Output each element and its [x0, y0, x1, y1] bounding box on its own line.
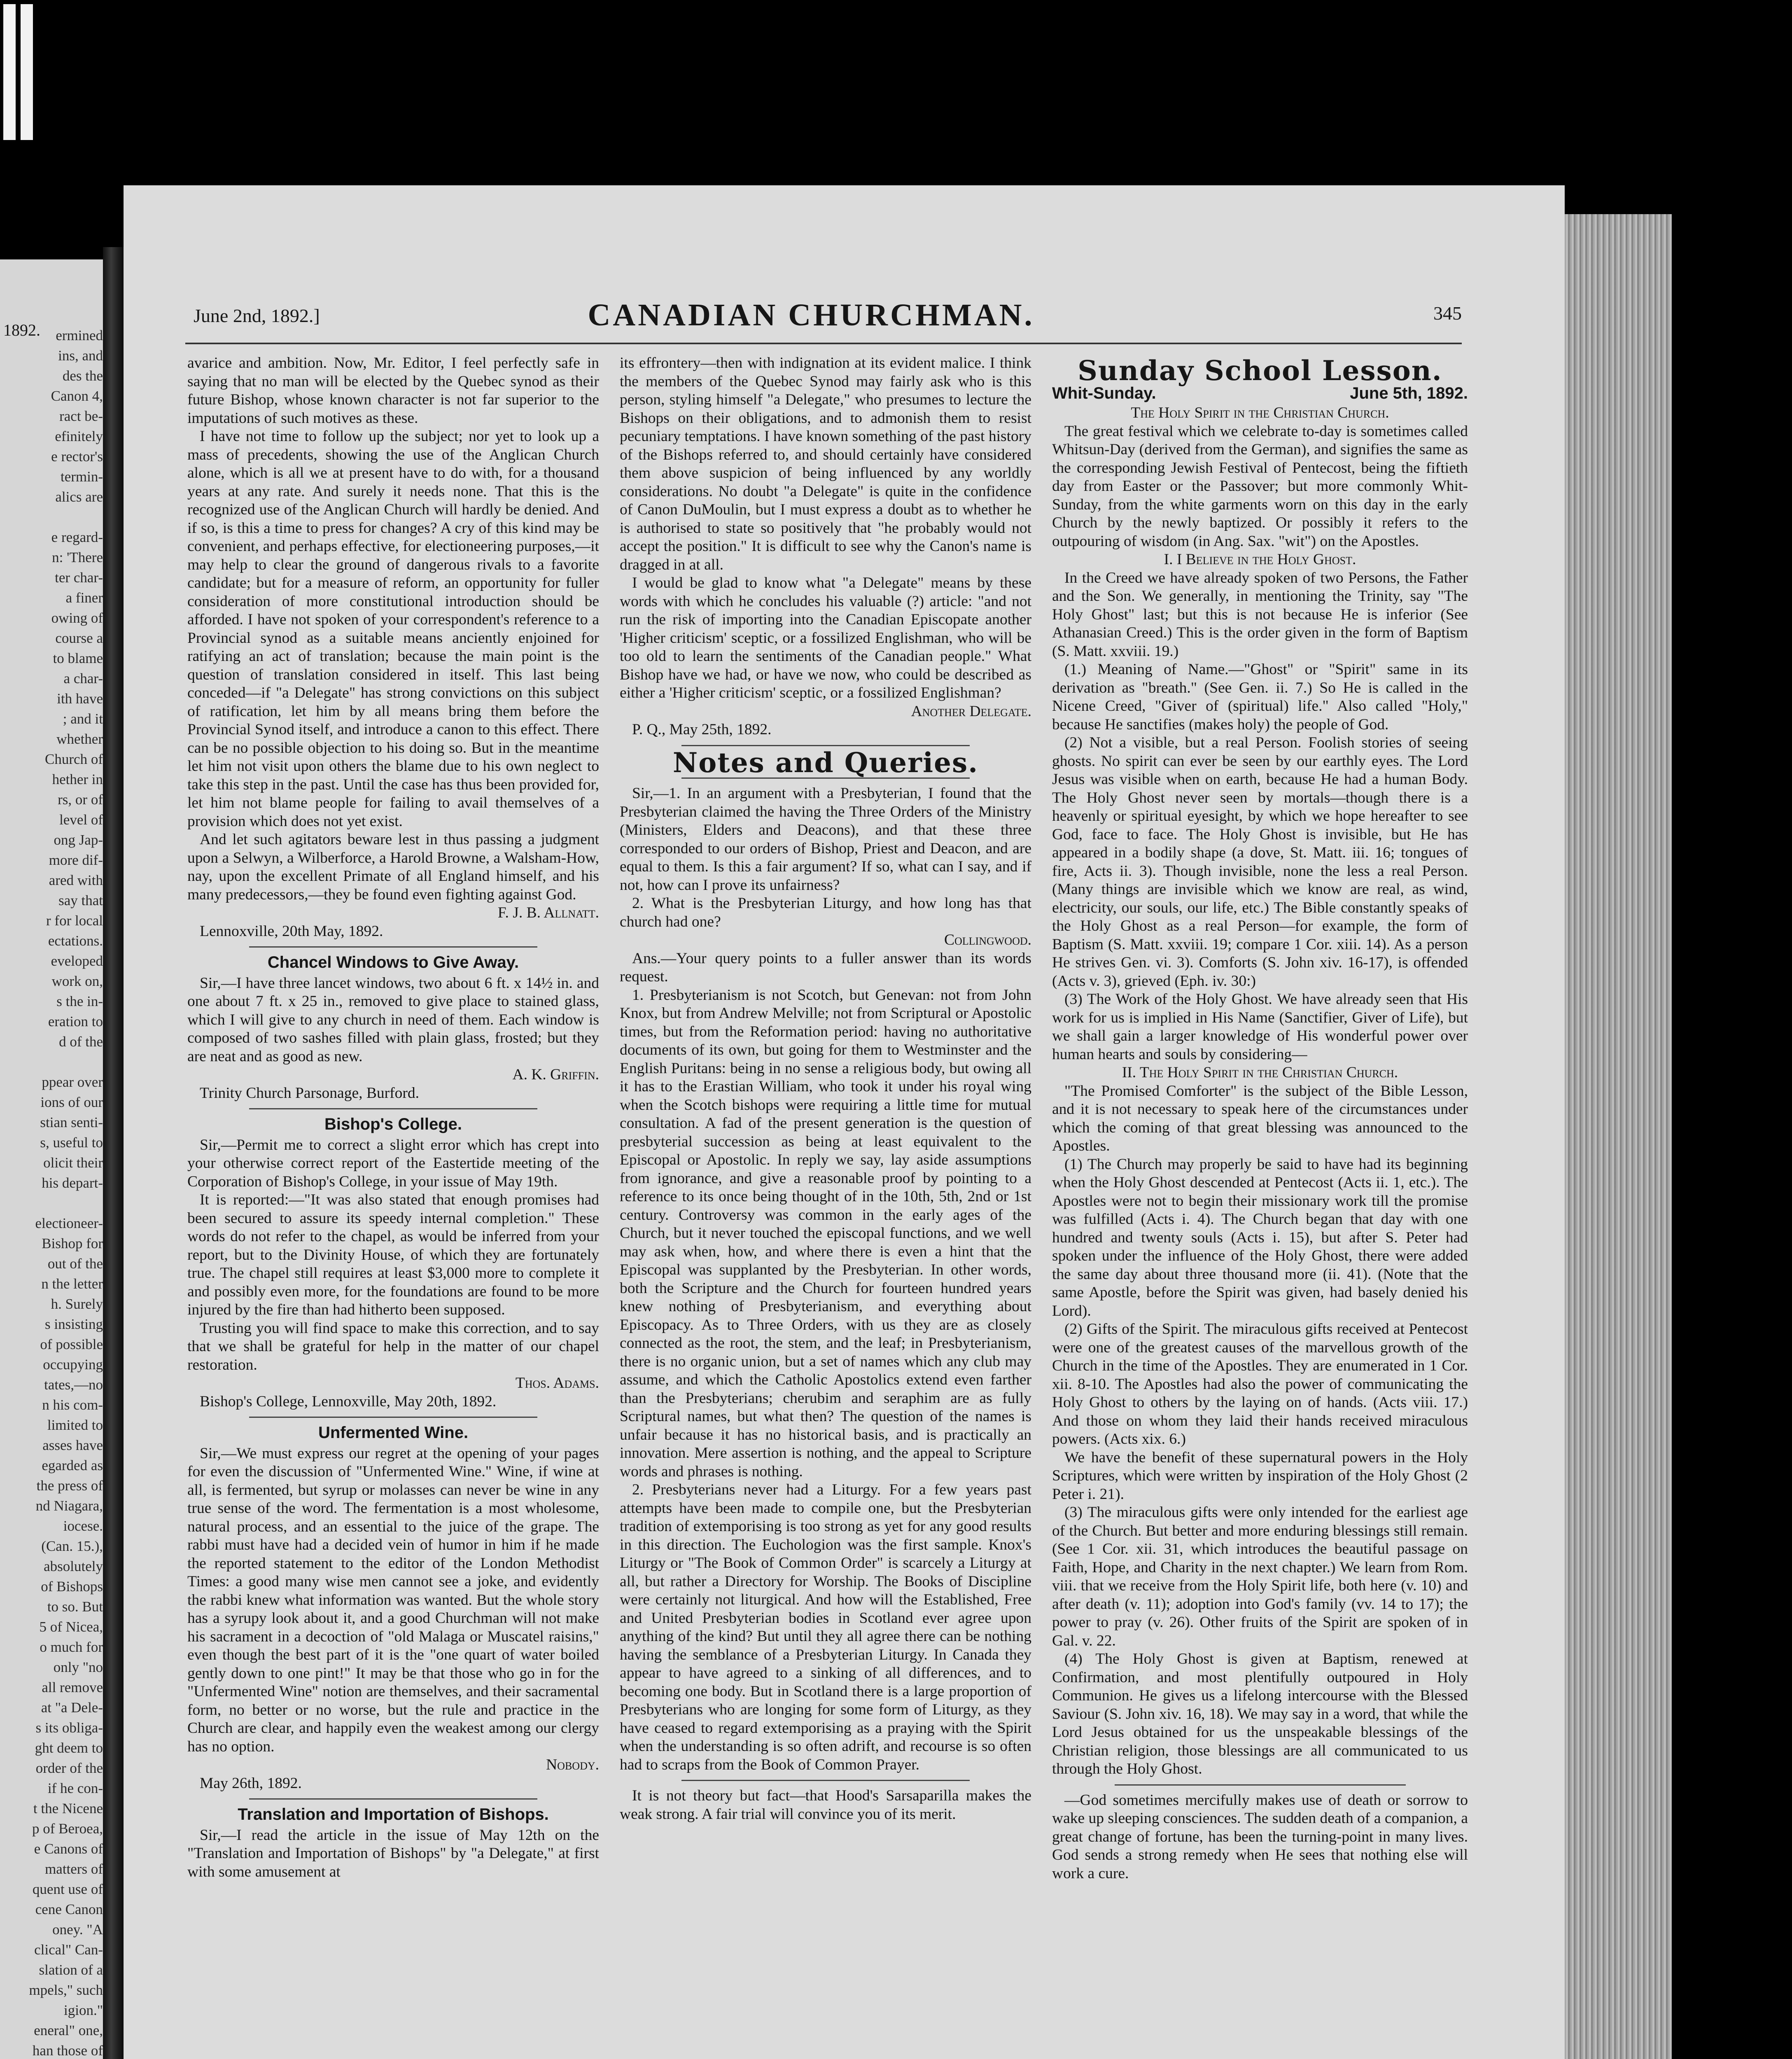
separator — [249, 1108, 537, 1109]
section-heading: Bishop's College. — [324, 1115, 462, 1133]
letter-paragraph: I would be glad to know what "a Delegate" means by these words with which he concludes his valuable (?) article: "and not run the risk of importing into the Canadian Episcopate another 'Higher criticism' sceptic, or a fossilized Englishman, who will be too old to learn the sentiments of the Canadian people." What Bishop have we had, or have we now, who could be described as either a 'Higher criticism' sceptic, or a fossilized Englishman? — [620, 574, 1031, 701]
letter-paragraph: Sir,—I have three lancet windows, two about 6 ft. x 14½ in. and one about 7 ft. x 25 in., removed to give place to stained glass, which I will give to any church in need of them. Each window is composed of two sashes filled with plain glass, frosted; but they are neat and as good as new. — [187, 974, 599, 1065]
letter-paragraph: its effrontery—then with indignation at its evident malice. I think the members of the Quebec Synod may fairly ask who is this person, styling himself "a Delegate," who presumes to lecture the Bishops on their obligations, and to admonish them to resist pecuniary temptations. I have known something of the past history of the Bishops referred to, and should certainly have considered them above suspicion of being influenced by any worldly considerations. No doubt "a Delegate" is quite in the confidence of Canon DuMoulin, but I must express a doubt as to whether he is authorised to state so positively that "he probably would not accept the position." It is difficult to see why the Canon's name is dragged in at all. — [620, 355, 1031, 573]
lesson-paragraph: In the Creed we have already spoken of two Persons, the Father and the Son. We generally, in mentioning the Trinity, say "The Holy Ghost" last; but this is not because He is inferior (See Athanasian Creed.) This is the order given in the form of Baptism (S. Matt. xxviii. 19.) — [1052, 569, 1468, 660]
separator — [249, 1798, 537, 1800]
column-2 — [620, 354, 1031, 1823]
letter-paragraph: And let such agitators beware lest in thus passing a judgment upon a Selwyn, a Wilberforce, a Harold Browne, a Walsham-How, nay, upon the excellent Primate of all England himself, and his many predecessors,—they be found even fighting against God. — [187, 831, 599, 903]
section-heading: Sunday School Lesson. — [1078, 355, 1442, 387]
masthead-title: CANADIAN CHURCHMAN. — [588, 298, 1035, 332]
facing-page-fragment — [0, 259, 103, 2059]
issue-date: June 2nd, 1892.] — [194, 305, 320, 326]
page-number: 345 — [1433, 303, 1462, 324]
column-1 — [187, 354, 599, 1881]
page-gutter — [103, 247, 124, 2059]
letter-paragraph: avarice and ambition. Now, Mr. Editor, I feel perfectly safe in saying that no man will be elected by the Quebec synod as their future Bishop, whose known character is not far superior to the imputations of such motives as these. — [187, 355, 599, 427]
letter-place-date: P. Q., May 25th, 1892. — [632, 721, 772, 738]
lesson-paragraph: (1) The Church may properly be said to have had its beginning when the Holy Ghost descended at Pentecost (Acts ii. 1, etc.). The Apostles were not to begin their missionary work till the promise was fulfilled (Acts i. 4). The Church began that day with one hundred and twenty souls (Acts i. 15), but after S. Peter had spoken under the influence of the Holy Ghost, there were added the same day about three thousand more (ii. 41). (Note that the same Apostle, before the Spirit was given, had basely denied his Lord). — [1052, 1156, 1468, 1319]
section-heading: Chancel Windows to Give Away. — [267, 953, 519, 971]
letter-signature: Thos. Adams. — [515, 1375, 599, 1391]
lesson-day: Whit-Sunday. — [1052, 384, 1156, 402]
advertisement: It is not theory but fact—that Hood's Sarsaparilla makes the weak strong. A fair trial will convince you of its merit. — [620, 1787, 1031, 1823]
letter-paragraph: Trusting you will find space to make this correction, and to say that we shall be grateful for help in the matter of our chapel restoration. — [187, 1319, 599, 1373]
lesson-date: June 5th, 1892. — [1350, 384, 1468, 402]
lesson-section: II. The Holy Spirit in the Christian Church. — [1122, 1064, 1398, 1081]
column-3 — [1052, 354, 1468, 1883]
lesson-paragraph: "The Promised Comforter" is the subject of the Bible Lesson, and it is not necessary to speak here of the circumstances under which the coming of that great blessing was announced to the Apostles. — [1052, 1082, 1468, 1154]
letter-place-date: Bishop's College, Lennoxville, May 20th, 1892. — [200, 1393, 497, 1410]
section-heading: Translation and Importation of Bishops. — [238, 1805, 549, 1823]
separator — [249, 1417, 537, 1418]
lesson-paragraph: (2) Not a visible, but a real Person. Foolish stories of seeing ghosts. No spirit can ever be seen by our earthly eyes. The Lord Jesus was visible when on earth, because He had a human Body. The Holy Ghost never seen by mortals—though there is a heavenly or spiritual eyesight, by which we hope hereafter to see God, face to face. The Holy Ghost is invisible, but He has appeared in a bodily shape (a dove, St. Matt. iii. 16; tongues of fire, Acts ii. 3). Though invisible, none the less a real Person. (Many things are invisible which we know are real, as wind, electricity, our souls, our life, etc.) The Bible constantly speaks of the Holy Ghost as a real Person—for example, the form of Baptism (S. Matt. xxviii. 19; compare 1 Cor. xiii. 14). As a person He strives Gen. vi. 3). Comforts (S. John xiv. 16-17), is offended (Acts v. 3), grieved (Eph. iv. 30:) — [1052, 734, 1468, 990]
lesson-paragraph: The great festival which we celebrate to-day is sometimes called Whitsun-Day (derived from the German), and signifies the same as the corresponding Jewish Festival of Pentecost, being the fiftieth day from Easter or the Passover; but more commonly Whit-Sunday, from the white garments worn on this day in the early Church by the newly baptized. Or possibly it refers to the outpouring of wisdom (in Ang. Sax. "wit") on the Apostles. — [1052, 423, 1468, 550]
letter-signature: Nobody. — [546, 1756, 599, 1773]
separator — [681, 1780, 970, 1781]
lesson-subtitle: The Holy Spirit in the Christian Church. — [1131, 404, 1389, 421]
film-mark-top-1 — [3, 4, 16, 140]
query-signature: Collingwood. — [944, 931, 1031, 948]
section-heading: Unfermented Wine. — [318, 1424, 469, 1442]
lesson-paragraph: (1.) Meaning of Name.—"Ghost" or "Spirit" same in its derivation as "breath." (See Gen. ii. 7.) So He is called in the Nicene Creed, "Giver of (spiritual) life." Also called "Holy," because He sanctifies (makes holy) the people of God. — [1052, 661, 1468, 733]
letter-paragraph: I have not time to follow up the subject; nor yet to look up a mass of precedents, showing the use of the Anglican Church alone, which is all we at present have to do with, for a thousand years at any rate. And surely it needs none. That this is the recognized use of the Anglican Church will hardly be denied. And if so, is this a time to press for changes? A cry of this kind may be convenient, and perhaps effective, for electioneering purposes,—it may help to clear the ground of dangerous rivals to a favorite candidate; but for a measure of reform, an opportunity for fuller consideration of more constitutional introduction should be afforded. I have not spoken of your correspondent's reference to a Provincial synod as a suitable means anciently enjoined for ratifying an act of translation; because the main point is the question of translation considered in itself. This last being conceded—if "a Delegate" has strong convictions on this subject of ratification, let him by all means bring them before the Provincial Synod itself, and introduce a canon to this effect. There can be no possible objection to his doing so. But in the meantime let him not visit upon others the blame due to his own neglect to take this step in the past. Until the case has thus been provided for, let him not blame people for failing to avail themselves of a provision which does not yet exist. — [187, 428, 599, 830]
closing-note: —God sometimes mercifully makes use of death or sorrow to wake up sleeping consciences. The sudden death of a companion, a great change of fortune, has been the turning-point in many lives. God sends a strong remedy when He sees that nothing else will work a cure. — [1052, 1791, 1468, 1882]
lesson-paragraph: (4) The Holy Ghost is given at Baptism, renewed at Confirmation, and most plentifully outpoured in Holy Communion. He gives us a lifelong intercourse with the Blessed Saviour (S. John xiv. 16, 18). We may say in a word, that while the Lord Jesus obtained for us the unspeakable blessings of the Christian religion, those blessings are all communicated to us through the Holy Ghost. — [1052, 1650, 1468, 1777]
letter-paragraph: Sir,—We must express our regret at the opening of your pages for even the discussion of "Unfermented Wine." Wine, if wine at all, is fermented, but syrup or molasses can never be wine in any true sense of the word. The fermentation is a most wholesome, natural process, and an essential to the juice of the grape. The rabbi must have had a decided vein of humor in him if he made the reported statement to the editor of the London Methodist Times: a good many wise men cannot see a joke, and evidently the rabbi knew what information was wanted. But the whole story has a syrupy look about it, and a good Churchman will not make his sacrament in a decoction of "old Malaga or Muscatel raisins," even though the best part of it is the "one quart of water boiled gently down to one pint!" It may be that those who go in for the "Unfermented Wine" notion are themselves, and their sacramental form, no better or no worse, but the rule and practice in the Church are clear, and happily even the weakest among our clergy has no option. — [187, 1445, 599, 1755]
section-heading: Notes and Queries. — [672, 746, 979, 779]
separator — [249, 946, 537, 948]
letter-paragraph: Sir,—Permit me to correct a slight error which has crept into your otherwise correct report of the Eastertide meeting of the Corporation of Bishop's College, in your issue of May 19th. — [187, 1136, 599, 1190]
query-paragraph: 2. What is the Presbyterian Liturgy, and how long has that church had one? — [620, 895, 1031, 930]
lesson-paragraph: We have the benefit of these supernatural powers in the Holy Scriptures, which were written by inspiration of the Holy Ghost (2 Peter i. 21). — [1052, 1449, 1468, 1503]
lesson-paragraph: (3) The miraculous gifts were only intended for the earliest age of the Church. But better and more enduring blessings still remain. (See 1 Cor. xii. 31, which introduces the beautiful passage on Faith, Hope, and Charity in the next chapter.) We learn from Rom. viii. that we receive from the Holy Spirit life, both here (v. 10) and after death (v. 11); adoption into God's family (vv. 14 to 17); the power to pray (v. 26). Other fruits of the Spirit are spoken of in Gal. v. 22. — [1052, 1504, 1468, 1649]
lesson-paragraph: (3) The Work of the Holy Ghost. We have already seen that His work for us is implied in His Name (Sanctifier, Giver of Life), but we shall gain a larger knowledge of His wonderful power over human hearts and souls by considering— — [1052, 991, 1468, 1063]
query-paragraph: Sir,—1. In an argument with a Presbyterian, I found that the Presbyterian claimed the having the Three Orders of the Ministry (Ministers, Elders and Deacons), and that these three corresponded to our orders of Bishop, Priest and Deacon, and are equal to them. Is this a fair argument? If so, what can I say, and if not, how can I prove its unfairness? — [620, 785, 1031, 894]
book-page-edges — [1565, 214, 1672, 2059]
header-rule — [185, 343, 1462, 344]
answer-paragraph: Ans.—Your query points to a fuller answer than its words request. — [620, 950, 1031, 985]
lesson-paragraph: (2) Gifts of the Spirit. The miraculous gifts received at Pentecost were one of the greatest causes of the marvellous growth of the Church in the time of the Apostles. They are enumerated in 1 Cor. xii. 8-10. The Apostles had also the power of communicating the Holy Ghost to others by the laying on of hands. (Acts viii. 17.) And those on whom they laid their hands received miraculous powers. (Acts xix. 6.) — [1052, 1321, 1468, 1447]
separator — [1115, 1784, 1406, 1786]
lesson-date-row — [1052, 384, 1468, 403]
lesson-section: I. I Believe in the Holy Ghost. — [1164, 551, 1356, 568]
letter-paragraph: It is reported:—"It was also stated that enough promises had been secured to assure its speedy internal completion." These words do not refer to the chapel, as would be inferred from your report, but to the Divinity House, of which they are fortunately true. The chapel still requires at least $3,000 more to complete it and possibly even more, for the foundations are found to be more injured by the fire than had hitherto been supposed. — [187, 1191, 599, 1318]
facing-page-text: ermined ins, and des the Canon 4, ract be- efinitely e rector's termin- alics are e regard- n: 'There ter char- a finer owing of course a to blame a char- ith have ; and it whether Church of hether in rs, or of level of ong Jap- more dif- ared with say that r for local ectations. eveloped work on, s the in- eration to d of the ppear over ions of our stian senti- s, useful to olicit their his depart- electioneer- Bishop for out of the n the letter h. Surely s insisting of possible occupying tates,—no n his com- limited to asses have egarded as the press of nd Niagara, iocese. (Can. 15.), absolutely of Bishops to so. But 5 of Nicea, o much for only "no all remove at "a Dele- s its obliga- ght deem to order of the if he con- t the Nicene p of Beroea, e Canons of matters of quent use of cene Canon oney. "A clical" Can- slation of a mpels," such igion." eneral" one, han those of — [29, 327, 103, 2059]
letter-place-date: May 26th, 1892. — [200, 1774, 302, 1792]
letter-place-date: Lennoxville, 20th May, 1892. — [200, 922, 383, 940]
answer-paragraph: 1. Presbyterianism is not Scotch, but Genevan: not from John Knox, but from Andrew Melville; not from Scriptural or Apostolic times, but from the Reformation period: having no authoritative documents of its own, but going for them to Westminster and the English Puritans: being in no sense a religious body, but owing all it has to the Erastian William, who took it under his royal wing when the Scotch bishops were requiring a little time for mutual consultation. A fad of the present generation is the question of presbyterial succession as being at least equivalent to the Episcopal or Apostolic. In reply we say, lay aside assumptions from ignorance, and give a reasonable proof by pointing to a reference to its once being thought of in the 10th, 5th, 2nd or 1st century. Controversy was common in the early ages of the Church, but it never touched the episcopal functions, and we well may ask when, how, and where there is even a hint that the Episcopal was supplanted by the Presbyterian. In other words, both the Scripture and the Church for fourteen hundred years knew nothing of Presbyterianism, and everything about Episcopacy. As to Three Orders, with us they are as closely connected as the root, the stem, and the leaf; in Presbyterianism, there is no organic union, but a set of names which any club may assume, and which the Catholic Apostolics extend even farther than the Presbyterians; cherubim and seraphim are as fully Scriptural names, but what then? The question of the names is unfair because it has no historical basis, and is practically an innovation. Mere assertion is nothing, and the appeal to Scripture words and phrases is nothing. — [620, 986, 1031, 1480]
separator — [681, 745, 970, 746]
facing-page-date: 1892. — [3, 321, 40, 339]
letter-place-date: Trinity Church Parsonage, Burford. — [200, 1084, 419, 1102]
letter-signature: Another Delegate. — [911, 703, 1031, 720]
letter-paragraph: Sir,—I read the article in the issue of May 12th on the "Translation and Importation of Bishops" by "a Delegate," at first with some amusement at — [187, 1826, 599, 1880]
answer-paragraph: 2. Presbyterians never had a Liturgy. For a few years past attempts have been made to compile one, but the Presbyterian tradition of extemporising is too strong as yet for any good results in this direction. The Euchologion was the first sample. Knox's Liturgy or "The Book of Common Order" is scarcely a Liturgy at all, but rather a Directory for Worship. The Books of Discipline were certainly not liturgical. And how will the Established, Free and United Presbyterian bodies in Scotland ever agree upon anything of the kind? But until they all agree there can be nothing having the semblance of a Presbyterian Liturgy. In Canada they appear to have agreed to a sinking of all differences, and to becoming one body. But in Scotland there is a large proportion of Presbyterians who are longing for some form of Liturgy, as they have ceased to regard extemporising as a praying with the Spirit when the understanding is so often adrift, and recourse is so often had to scraps from the Book of Common Prayer. — [620, 1481, 1031, 1773]
letter-signature: F. J. B. Allnatt. — [497, 904, 599, 921]
film-mark-top-2 — [21, 4, 33, 140]
letter-signature: A. K. Griffin. — [512, 1066, 599, 1083]
page-header — [185, 297, 1462, 334]
